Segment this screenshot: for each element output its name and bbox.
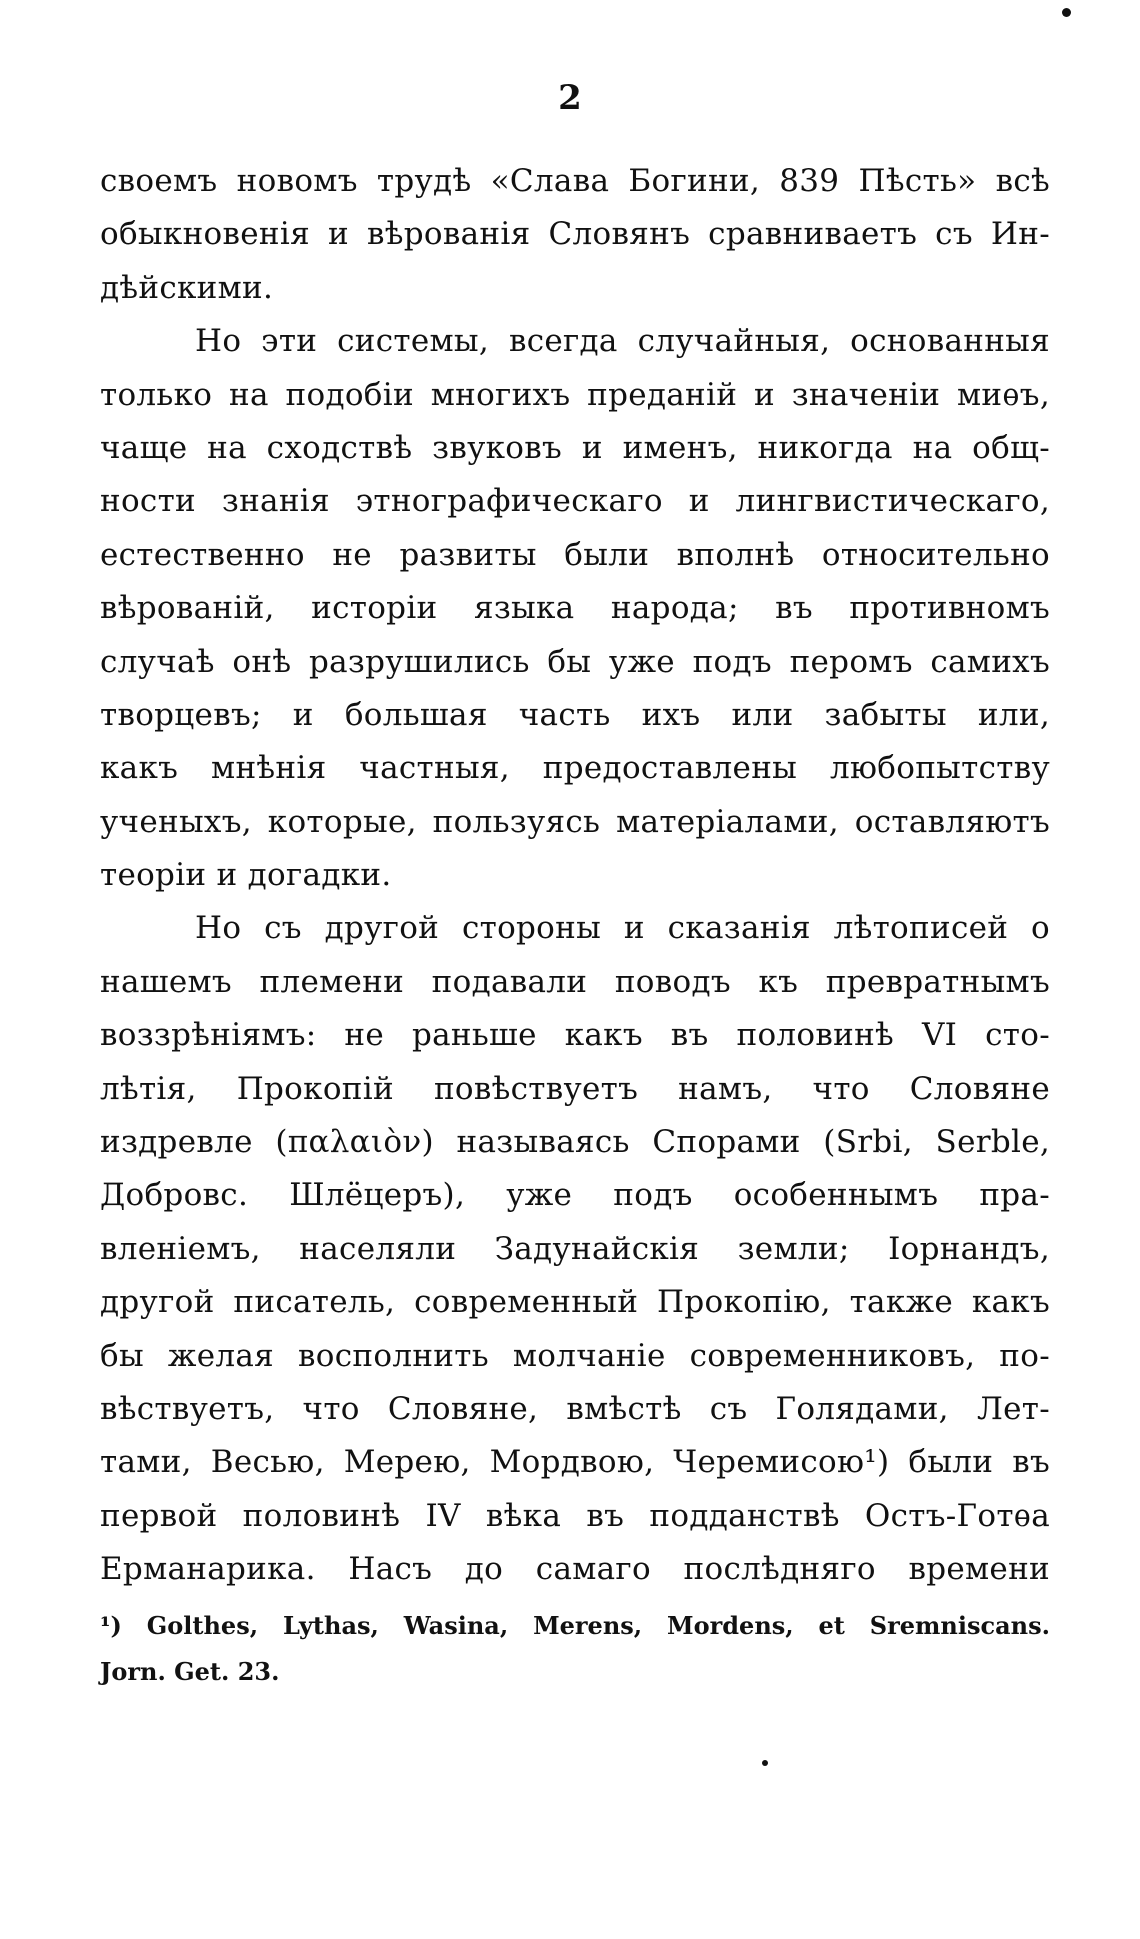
text-line: Добровс. Шлёцеръ), уже подъ особеннымъ пра- xyxy=(100,1177,1050,1214)
text-line: другой писатель, современный Прокопію, также какъ xyxy=(100,1284,1050,1321)
page-number: 2 xyxy=(558,78,582,118)
text-line: воззрѣніямъ: не раньше какъ въ половинѣ VI сто- xyxy=(100,1017,1050,1054)
text-line: обыкновенія и вѣрованія Словянъ сравниваетъ съ Ин- xyxy=(100,216,1050,253)
text-line: бы желая восполнить молчаніе современниковъ, по- xyxy=(100,1337,1050,1374)
text-line: ученыхъ, которые, пользуясь матеріалами, оставляютъ xyxy=(100,803,1050,840)
text-line: только на подобіи многихъ преданій и значеніи миѳъ, xyxy=(100,376,1050,413)
text-line: издревле (παλαιὸν) называясь Спорами (Srbi, Serble, xyxy=(100,1124,1050,1161)
text-line: Но съ другой стороны и сказанія лѣтописей о xyxy=(195,910,1050,947)
text-line: вѣрованій, исторіи языка народа; въ противномъ xyxy=(100,590,1050,627)
text-line: вленіемъ, населяли Задунайскія земли; Іорнандъ, xyxy=(100,1230,1050,1267)
text-line: творцевъ; и большая часть ихъ или забыты или, xyxy=(100,696,1050,733)
text-line: ности знанія этнографическаго и лингвистическаго, xyxy=(100,483,1050,520)
text-line: первой половинѣ IV вѣка въ подданствѣ Остъ-Готѳа xyxy=(100,1497,1050,1534)
ink-speck xyxy=(1062,8,1071,17)
text-line: теоріи и догадки. xyxy=(100,857,392,894)
text-line: лѣтія, Прокопій повѣствуетъ намъ, что Словяне xyxy=(100,1070,1050,1107)
text-line: своемъ новомъ трудѣ «Слава Богини, 839 Пѣсть» всѣ xyxy=(100,163,1050,199)
footnote-line: ¹) Golthes, Lythas, Wasina, Merens, Mordens, et Sremniscans. xyxy=(100,1611,1050,1640)
ink-speck xyxy=(762,1760,768,1766)
text-line: чаще на сходствѣ звуковъ и именъ, никогда на общ- xyxy=(100,429,1050,466)
text-line: какъ мнѣнія частныя, предоставлены любопытству xyxy=(100,750,1050,787)
text-line: случаѣ онѣ разрушились бы уже подъ перомъ самихъ xyxy=(100,643,1050,680)
text-line: естественно не развиты были вполнѣ относительно xyxy=(100,536,1050,573)
footnotes xyxy=(100,1603,1050,1695)
footnote-line: Jorn. Get. 23. xyxy=(100,1657,280,1686)
text-line: вѣствуетъ, что Словяне, вмѣстѣ съ Голядами, Лет- xyxy=(100,1390,1050,1427)
text-line: тами, Весью, Мерею, Мордвою, Черемисою¹) были въ xyxy=(100,1444,1050,1481)
text-line: Ерманарика. Насъ до самаго послѣдняго времени xyxy=(100,1551,1050,1588)
text-line: дѣйскими. xyxy=(100,269,274,306)
text-line: Но эти системы, всегда случайныя, основанныя xyxy=(195,323,1050,360)
text-line: нашемъ племени подавали поводъ къ превратнымъ xyxy=(100,963,1050,1000)
body-text xyxy=(100,155,1050,1597)
